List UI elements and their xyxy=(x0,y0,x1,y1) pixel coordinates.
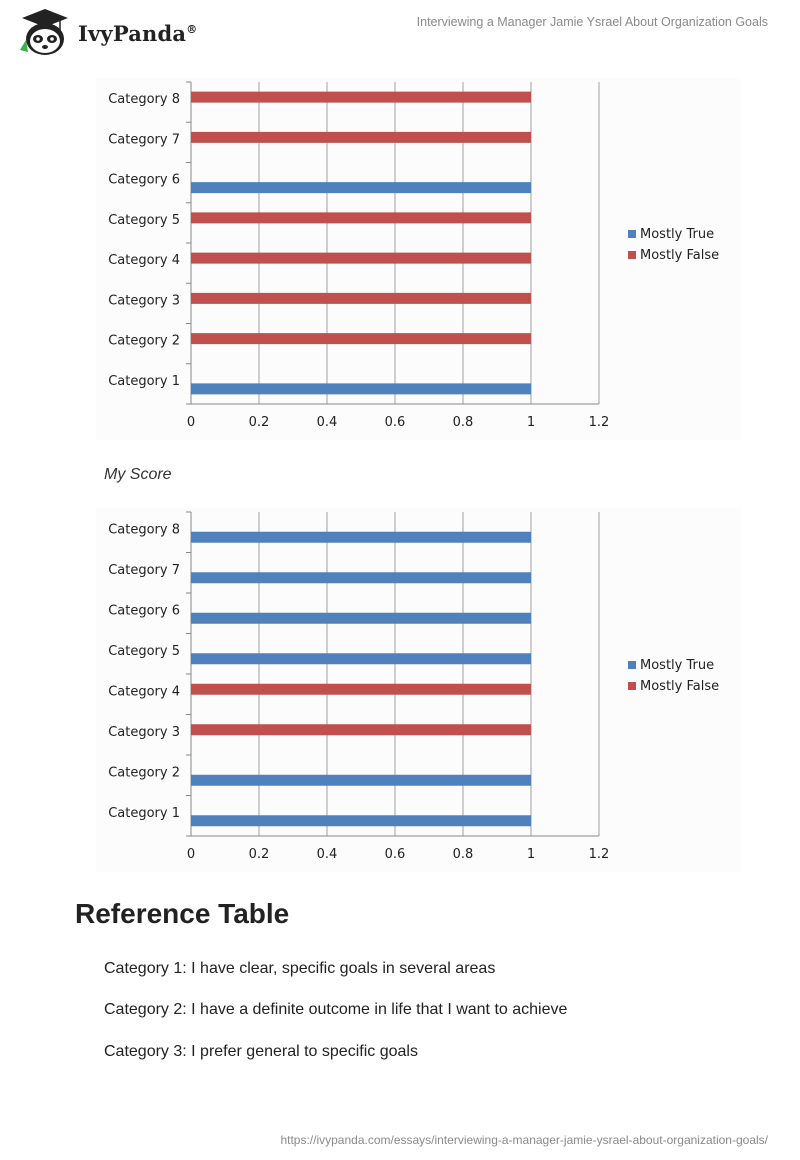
x-tick-label: 0.2 xyxy=(248,847,270,862)
bar-mostly-true xyxy=(191,613,531,624)
x-tick-label: 0 xyxy=(186,847,196,862)
reference-item: Category 1: I have clear, specific goals in several areas xyxy=(104,960,496,977)
legend-swatch xyxy=(628,251,636,259)
category-label: Category 5 xyxy=(108,212,180,228)
legend-label: Mostly False xyxy=(640,679,720,694)
bar-mostly-false xyxy=(191,684,531,695)
legend-label: Mostly True xyxy=(640,227,715,242)
legend-label: Mostly True xyxy=(640,658,715,673)
category-label: Category 3 xyxy=(108,724,180,740)
bar-mostly-true xyxy=(191,572,531,583)
figure-caption: My Score xyxy=(104,466,172,483)
bar-mostly-true xyxy=(191,815,531,826)
document-title: Interviewing a Manager Jamie Ysrael About Organization Goals xyxy=(416,15,768,29)
bar-mostly-true xyxy=(191,775,531,786)
legend-swatch xyxy=(628,682,636,690)
bar-mostly-true xyxy=(191,653,531,664)
legend-label: Mostly False xyxy=(640,248,720,263)
x-tick-label: 0.6 xyxy=(384,415,406,430)
category-label: Category 7 xyxy=(108,132,180,148)
bar-mostly-true xyxy=(191,182,531,193)
category-label: Category 7 xyxy=(108,562,180,578)
x-tick-label: 0.6 xyxy=(384,847,406,862)
logo[interactable] xyxy=(16,8,197,58)
x-tick-label: 1 xyxy=(526,847,536,862)
chart-my-score xyxy=(96,508,741,872)
category-label: Category 2 xyxy=(108,765,180,781)
reference-item: Category 3: I prefer general to specific goals xyxy=(104,1043,418,1060)
category-label: Category 4 xyxy=(108,253,180,269)
reference-table-heading: Reference Table xyxy=(75,898,290,929)
category-label: Category 1 xyxy=(108,805,180,821)
x-tick-label: 1 xyxy=(526,415,536,430)
category-label: Category 3 xyxy=(108,293,180,309)
bar-mostly-false xyxy=(191,253,531,264)
category-label: Category 8 xyxy=(108,92,180,108)
category-label: Category 8 xyxy=(108,522,180,538)
bar-mostly-false xyxy=(191,92,531,103)
legend-swatch xyxy=(628,661,636,669)
bar-mostly-false xyxy=(191,212,531,223)
category-label: Category 1 xyxy=(108,373,180,389)
page-header xyxy=(0,0,800,70)
category-label: Category 6 xyxy=(108,603,180,619)
x-tick-label: 0.2 xyxy=(248,415,270,430)
footer-url[interactable]: https://ivypanda.com/essays/interviewing-a-manager-jamie-ysrael-about-organization-goals/ xyxy=(280,1133,768,1147)
panda-logo-icon xyxy=(16,8,74,58)
bar-mostly-false xyxy=(191,724,531,735)
bar-mostly-false xyxy=(191,293,531,304)
logo-text: IvyPanda® xyxy=(78,20,198,46)
bar-mostly-true xyxy=(191,532,531,543)
x-tick-label: 0.8 xyxy=(452,847,474,862)
bar-mostly-true xyxy=(191,383,531,394)
x-tick-label: 1.2 xyxy=(588,847,610,862)
category-label: Category 5 xyxy=(108,643,180,659)
x-tick-label: 1.2 xyxy=(588,415,610,430)
category-label: Category 6 xyxy=(108,172,180,188)
x-tick-label: 0.8 xyxy=(452,415,474,430)
category-label: Category 4 xyxy=(108,684,180,700)
reference-item: Category 2: I have a definite outcome in life that I want to achieve xyxy=(104,1001,568,1018)
x-tick-label: 0 xyxy=(186,415,196,430)
x-tick-label: 0.4 xyxy=(316,415,338,430)
chart-before xyxy=(96,78,741,440)
x-tick-label: 0.4 xyxy=(316,847,338,862)
bar-mostly-false xyxy=(191,333,531,344)
chart-svg xyxy=(96,508,741,872)
bar-mostly-false xyxy=(191,132,531,143)
chart-svg xyxy=(96,78,741,440)
legend-swatch xyxy=(628,230,636,238)
category-label: Category 2 xyxy=(108,333,180,349)
